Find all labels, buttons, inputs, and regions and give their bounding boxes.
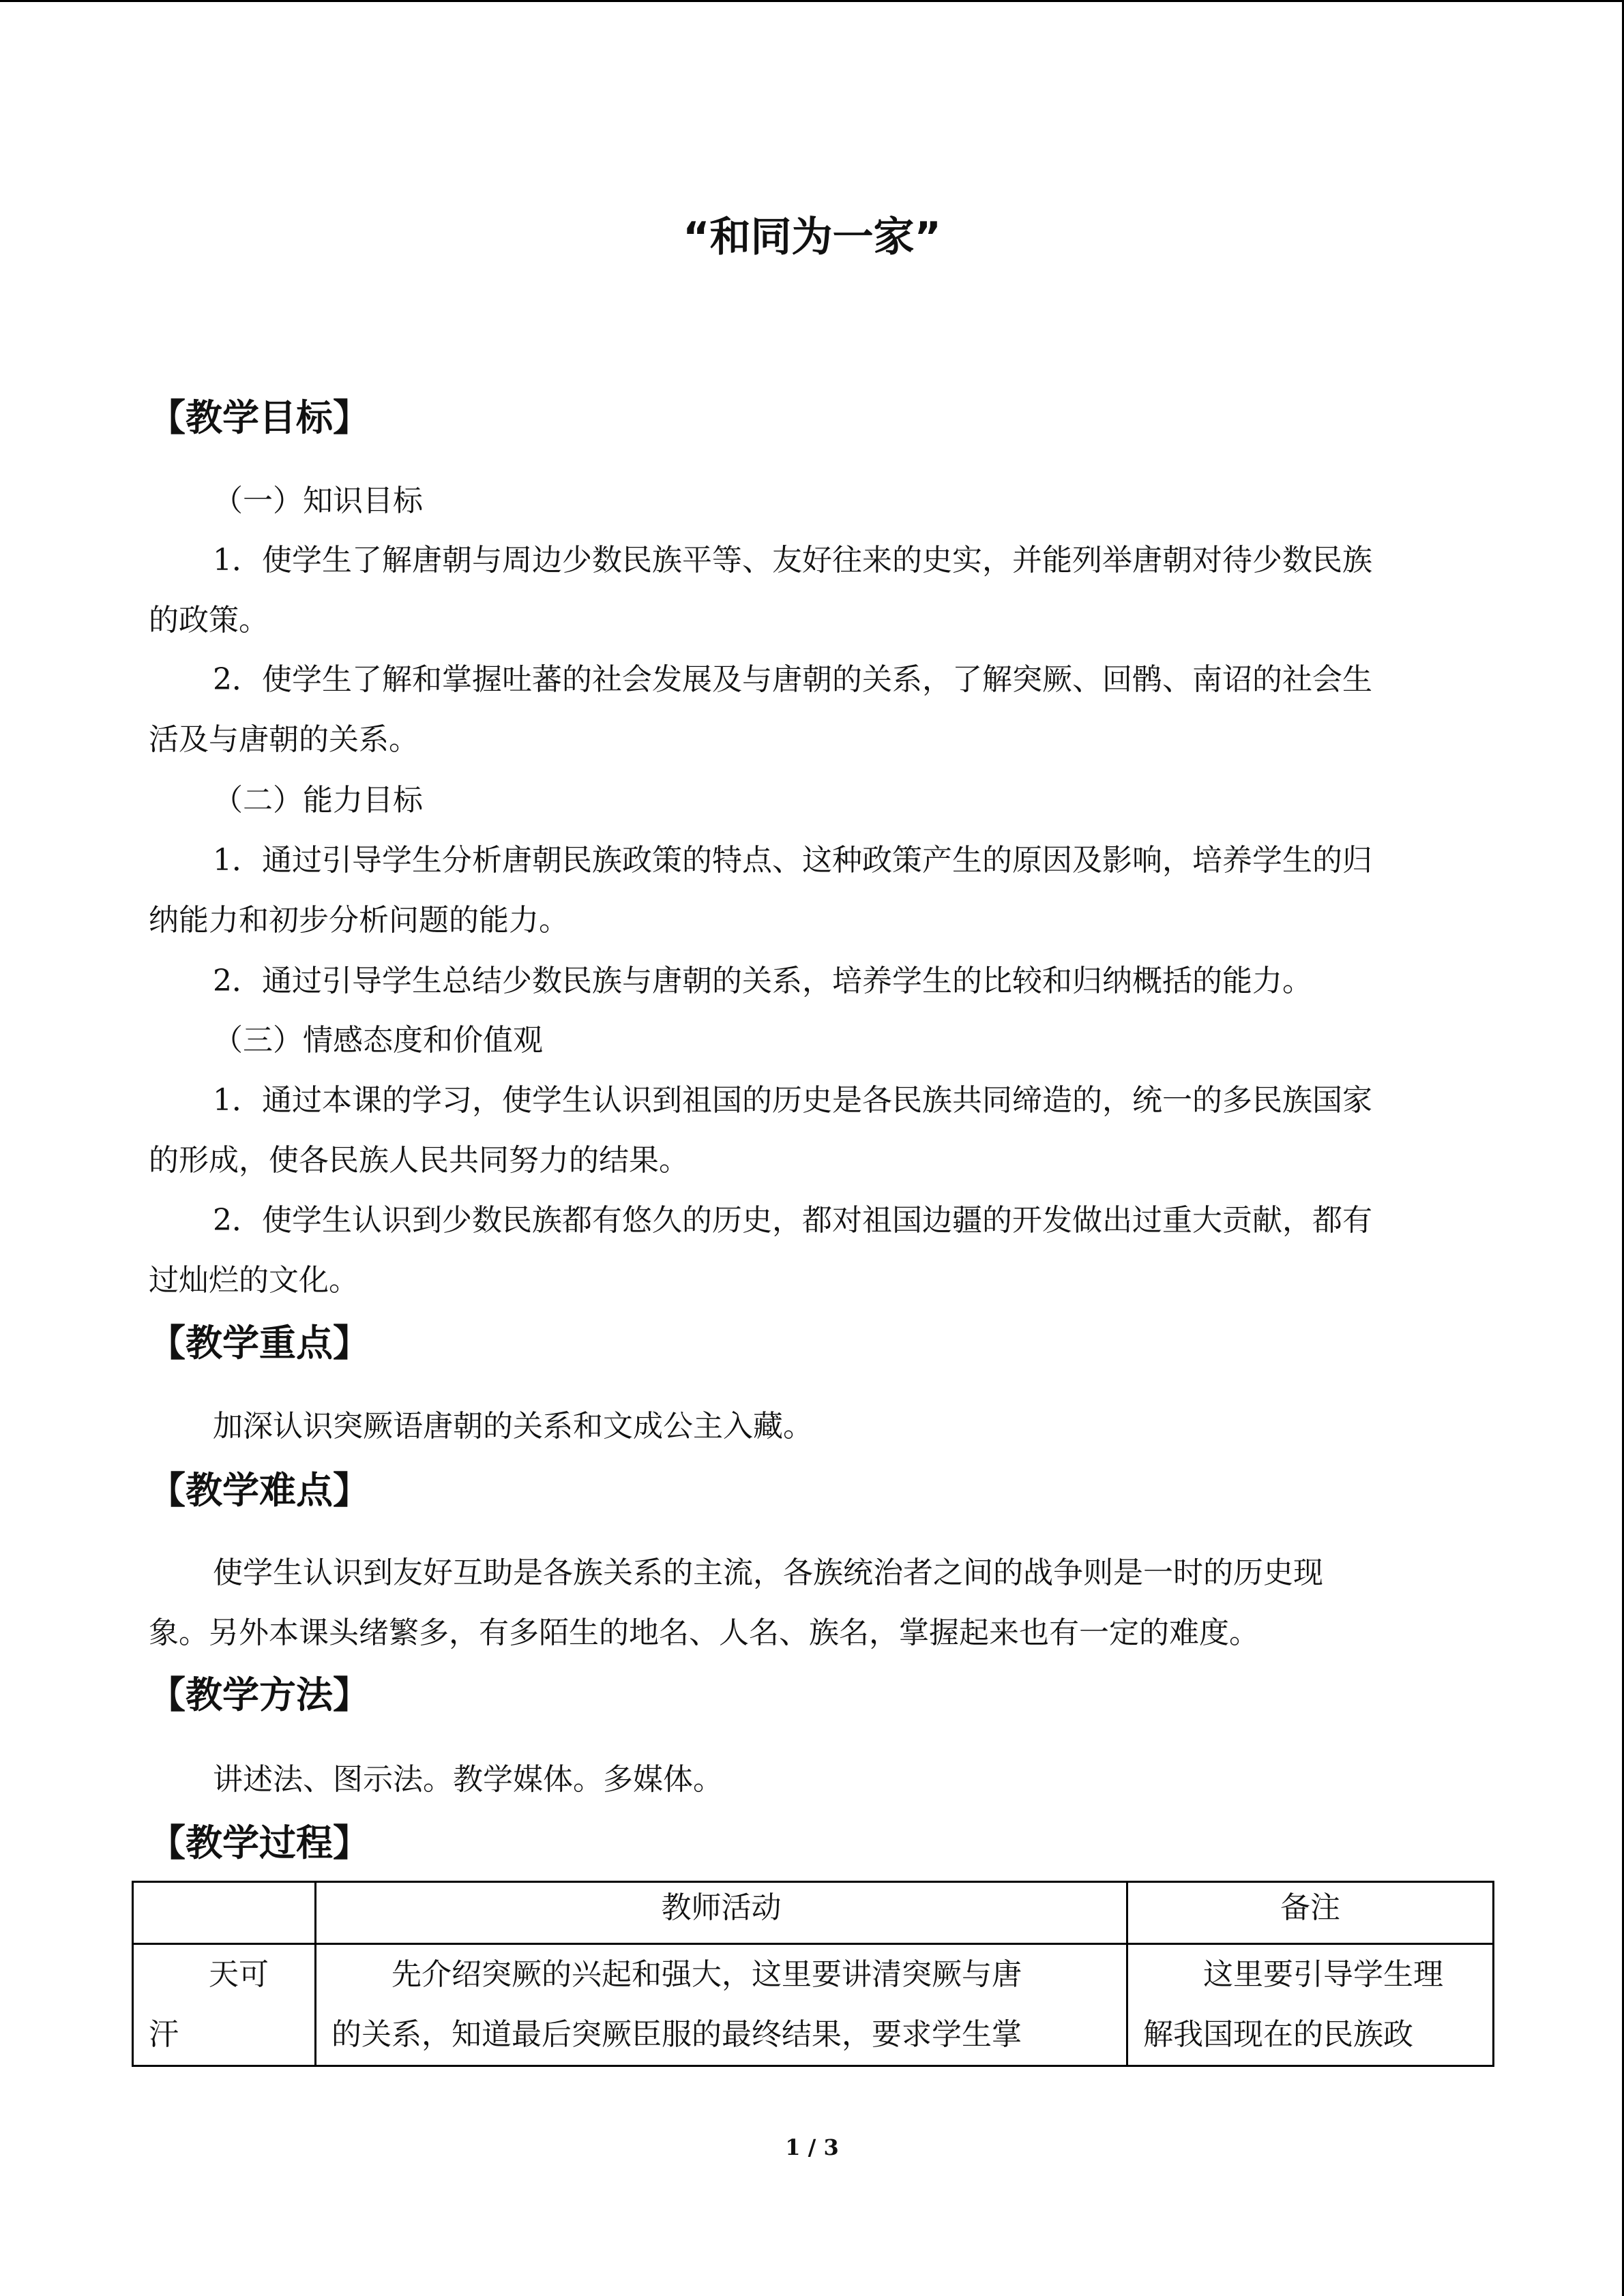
process-table	[132, 1881, 1494, 2067]
e2-line2: 过灿烂的文化。	[149, 1263, 359, 1298]
k1-line2: 的政策。	[149, 603, 269, 638]
header-cell-notes: 备注	[1127, 1882, 1494, 1944]
row1-activity-line1: 先介绍突厥的兴起和强大，这里要讲清突厥与唐	[392, 1957, 1022, 1992]
a2-line1: 2．通过引导学生总结少数民族与唐朝的关系，培养学生的比较和归纳概括的能力。	[213, 964, 1312, 998]
row1-activity-line2: 的关系，知道最后突厥臣服的最终结果，要求学生掌	[331, 2017, 1022, 2052]
row1-notes-line1: 这里要引导学生理	[1203, 1957, 1443, 1992]
row1-notes-line2: 解我国现在的民族政	[1143, 2017, 1413, 2052]
table-header-row	[133, 1882, 1494, 1944]
heading-key-points: 【教学重点】	[149, 1322, 370, 1365]
e2-line1: 2．使学生认识到少数民族都有悠久的历史，都对祖国边疆的开发做出过重大贡献，都有	[213, 1203, 1372, 1238]
row1-activity-cell	[316, 1944, 1127, 2066]
difficulties-line1: 使学生认识到友好互助是各族关系的主流，各族统治者之间的战争则是一时的历史现	[213, 1555, 1323, 1590]
document-title: “和同为一家”	[683, 213, 941, 261]
ability-label: （二）能力目标	[213, 783, 423, 818]
k2-line2: 活及与唐朝的关系。	[149, 722, 419, 757]
row1-topic-line2: 汗	[149, 2017, 179, 2052]
difficulties-line2: 象。另外本课头绪繁多，有多陌生的地名、人名、族名，掌握起来也有一定的难度。	[149, 1615, 1259, 1650]
key-points-text: 加深认识突厥语唐朝的关系和文成公主入藏。	[213, 1409, 813, 1444]
header-cell-teacher-activity: 教师活动	[316, 1882, 1127, 1944]
heading-objectives: 【教学目标】	[149, 396, 370, 439]
emotion-label: （三）情感态度和价值观	[213, 1023, 543, 1058]
table-row	[133, 1944, 1494, 2066]
heading-difficulties: 【教学难点】	[149, 1469, 370, 1512]
methods-text: 讲述法、图示法。教学媒体。多媒体。	[213, 1762, 723, 1797]
a1-line2: 纳能力和初步分析问题的能力。	[149, 903, 569, 938]
e1-line1: 1．通过本课的学习，使学生认识到祖国的历史是各民族共同缔造的，统一的多民族国家	[213, 1083, 1372, 1118]
k1-line1: 1．使学生了解唐朝与周边少数民族平等、友好往来的史实，并能列举唐朝对待少数民族	[213, 543, 1372, 578]
heading-methods: 【教学方法】	[149, 1673, 370, 1716]
knowledge-label: （一）知识目标	[213, 483, 423, 518]
row1-topic-cell	[133, 1944, 316, 2066]
row1-topic-line1: 天可	[209, 1957, 269, 1992]
row1-notes-cell	[1127, 1944, 1494, 2066]
e1-line2: 的形成，使各民族人民共同努力的结果。	[149, 1143, 689, 1178]
k2-line1: 2．使学生了解和掌握吐蕃的社会发展及与唐朝的关系，了解突厥、回鹘、南诏的社会生	[213, 662, 1372, 697]
heading-process: 【教学过程】	[149, 1821, 370, 1864]
page-number: 1 / 3	[785, 2134, 839, 2160]
a1-line1: 1．通过引导学生分析唐朝民族政策的特点、这种政策产生的原因及影响，培养学生的归	[213, 843, 1372, 878]
page-border-top	[0, 0, 1624, 2]
header-cell-empty	[133, 1882, 316, 1944]
